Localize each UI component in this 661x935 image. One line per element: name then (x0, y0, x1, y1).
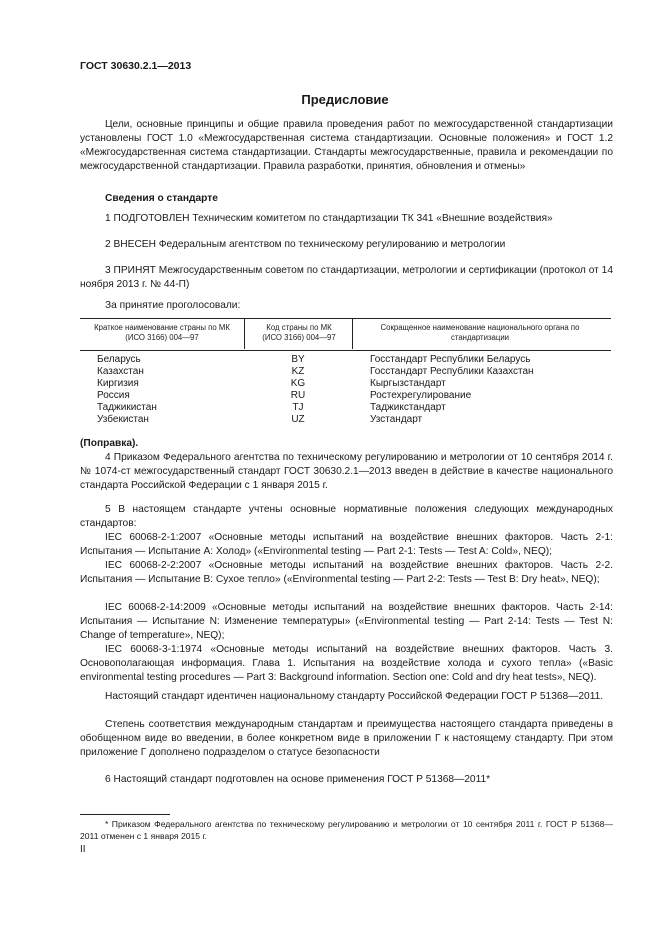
table-row (80, 402, 613, 414)
body-cell: Узстандарт (370, 414, 423, 425)
code-cell: KZ (291, 366, 305, 377)
country-cell: Казахстан (97, 366, 144, 377)
country-cell: Киргизия (97, 378, 139, 389)
voted-label: За принятие проголосовали: (105, 300, 241, 311)
item-6: 6 Настоящий стандарт подготовлен на основе применения ГОСТ Р 51368—2011* (105, 774, 491, 785)
table-row (80, 378, 613, 390)
item-1: 1 ПОДГОТОВЛЕН Техническим комитетом по стандартизации ТК 341 «Внешние воздействия» (105, 213, 553, 224)
item-2: 2 ВНЕСЕН Федеральным агентством по техническому регулированию и метрологии (105, 239, 506, 250)
country-cell: Россия (97, 390, 130, 401)
table-header-code: Код страны по МК (ИСО 3166) 004—97 (262, 323, 336, 342)
code-cell: TJ (292, 402, 304, 413)
table-row (80, 414, 613, 426)
table-row (80, 354, 613, 366)
table-header-body: Сокращенное наименование национального органа по стандартизации (380, 323, 580, 342)
body-cell: Кыргызстандарт (370, 378, 446, 389)
code-cell: KG (290, 378, 306, 389)
table-header-country: Краткое наименование страны по МК (ИСО 3166) 004—97 (94, 323, 230, 342)
table-row (80, 366, 613, 378)
country-cell: Узбекистан (97, 414, 149, 425)
code-cell: RU (290, 390, 306, 401)
country-cell: Таджикистан (97, 402, 157, 413)
info-heading: Сведения о стандарте (105, 193, 218, 204)
item-5: 5 В настоящем стандарте учтены основные нормативные положения следующих международных стандартов: (80, 504, 613, 529)
body-cell: Госстандарт Республики Беларусь (370, 354, 531, 365)
table-divider (244, 318, 245, 349)
item-4: 4 Приказом Федерального агентства по техническому регулированию и метрологии от 10 сентября 2014 г. № 1074-ст межгосударственный стандарт ГОСТ 30630.2.1—2013 введен в действие в качестве национального стандарта Российской Федерации с 1 января 2015 г. (80, 452, 613, 491)
body-cell: Ростехрегулирование (370, 390, 472, 401)
amendment-note: (Поправка). (80, 438, 139, 449)
identical-paragraph: Настоящий стандарт идентичен национальному стандарту Российской Федерации ГОСТ Р 51368—2011. (105, 691, 604, 702)
page-number: II (80, 844, 86, 855)
code-cell: BY (291, 354, 305, 365)
page-title: Предисловие (301, 92, 389, 107)
item-3: 3 ПРИНЯТ Межгосударственным советом по стандартизации, метрологии и сертификации (протокол от 14 ноября 2013 г. № 44-П) (80, 265, 613, 290)
iec-60068-3-1: IEC 60068-3-1:1974 «Основные методы испытаний на воздействие внешних факторов. Часть 3. Основополагающая информация. Глава 1. Испытания на воздействие холода и сухого тепла» («Basic environmental testing procedures — Part 3: Background information. Section one: Cold and dry heat tests», NEQ). (80, 644, 613, 683)
iec-60068-2-14: IEC 60068-2-14:2009 «Основные методы испытаний на воздействие внешних факторов. Часть 2-14: Испытания — Испытание N: Изменение температуры» («Environmental testing — Part 2-14: Tests — Test N: Change of temperature», NEQ); (80, 602, 613, 641)
code-cell: UZ (291, 414, 305, 425)
footnote: * Приказом Федерального агентства по техническому регулированию и метрологии от 10 сентября 2011 г. ГОСТ Р 51368—2011 отменен с 1 января 2015 г. (80, 819, 613, 841)
iec-60068-2-1: IEC 60068-2-1:2007 «Основные методы испытаний на воздействие внешних факторов. Часть 2-1: Испытания — Испытание А: Холод» («Environmental testing — Part 2-1: Tests — Test A: Cold», NEQ); (80, 532, 613, 557)
intro-paragraph: Цели, основные принципы и общие правила проведения работ по межгосударственной стандартизации установлены ГОСТ 1.0 «Межгосударственная система стандартизации. Основные положения» и ГОСТ 1.2 «Межгосударственная система стандартизации. Стандарты межгосударственные, правила и рекомендации по межгосударственной стандартизации. Правила разработки, принятия, обновления и отмены» (80, 119, 613, 172)
table-row (80, 390, 613, 402)
body-cell: Таджикстандарт (370, 402, 446, 413)
country-cell: Беларусь (97, 354, 141, 365)
table-divider (352, 318, 353, 349)
iec-60068-2-2: IEC 60068-2-2:2007 «Основные методы испытаний на воздействие внешних факторов. Часть 2-2. Испытания — Испытание В: Сухое тепло» («Environmental testing — Part 2-2: Tests — Test B: Dry heat», NEQ); (80, 560, 613, 585)
footnote-rule (80, 814, 170, 815)
voting-table (80, 318, 613, 426)
document-code-header: ГОСТ 30630.2.1—2013 (80, 60, 192, 72)
degree-paragraph: Степень соответствия международным стандартам и преимущества настоящего стандарта приведены в обобщенном виде во введении, в более конкретном виде в приложении Г к настоящему стандарту. При этом приложение Г дополнено подразделом о статусе безопасности (80, 719, 613, 758)
body-cell: Госстандарт Республики Казахстан (370, 366, 534, 377)
